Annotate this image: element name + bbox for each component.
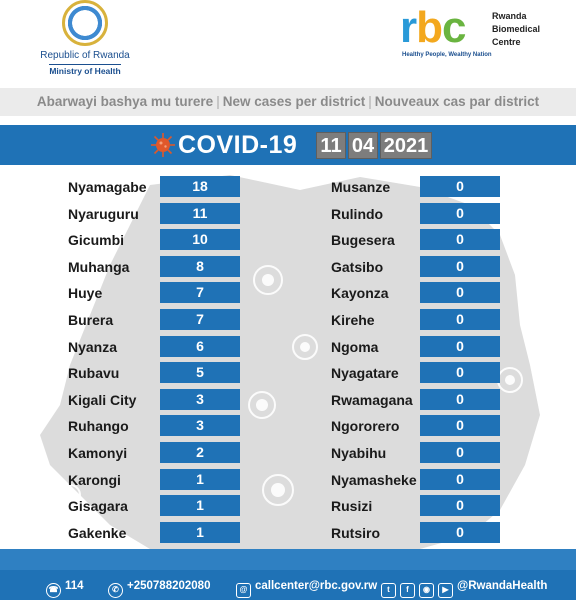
- district-name: Rwamagana: [331, 391, 413, 408]
- district-cases: 0: [420, 256, 500, 277]
- district-cases: 11: [160, 203, 240, 224]
- district-cases: 0: [420, 282, 500, 303]
- district-name: Kigali City: [68, 391, 137, 408]
- district-cases: 0: [420, 176, 500, 197]
- district-name: Nyanza: [68, 338, 118, 355]
- youtube-icon[interactable]: ▶: [438, 583, 453, 598]
- district-cases: 0: [420, 389, 500, 410]
- ministry-of-health-logo: [30, 0, 140, 79]
- rbc-name-line-2: Biomedical: [492, 24, 541, 34]
- district-name: Rusizi: [331, 498, 373, 515]
- date-day: 11: [316, 132, 346, 159]
- district-row: [0, 203, 576, 225]
- district-cases: 0: [420, 336, 500, 357]
- district-row: [0, 336, 576, 358]
- district-cases: 0: [420, 522, 500, 543]
- phone-short-text: 114: [65, 580, 84, 592]
- date-month: 04: [348, 132, 378, 159]
- district-cases: 0: [420, 362, 500, 383]
- email-text: callcenter@rbc.gov.rw: [255, 580, 378, 592]
- district-cases: 2: [160, 442, 240, 463]
- rbc-tagline: Healthy People, Wealthy Nation: [402, 52, 492, 58]
- district-cases: 1: [160, 522, 240, 543]
- district-row: [0, 309, 576, 331]
- district-name: Ngororero: [331, 418, 400, 435]
- district-name: Kirehe: [331, 312, 375, 328]
- district-name: Kayonza: [331, 285, 389, 302]
- rbc-letter-c: c: [442, 3, 466, 52]
- district-cases: 0: [420, 469, 500, 490]
- subtitle-separator: |: [368, 94, 372, 109]
- district-cases: 0: [420, 309, 500, 330]
- district-cases: 8: [160, 256, 240, 277]
- moh-republic-text: Republic of Rwanda: [40, 50, 130, 61]
- district-row: [0, 176, 576, 198]
- district-cases: 18: [160, 176, 240, 197]
- district-cases: 7: [160, 282, 240, 303]
- footer-pattern-strip: [0, 549, 576, 570]
- district-cases: 0: [420, 415, 500, 436]
- date-year: 2021: [380, 132, 432, 159]
- district-name: Musanze: [331, 179, 391, 195]
- district-row: [0, 522, 576, 544]
- district-name: Nyabihu: [331, 445, 387, 461]
- district-table-area: [0, 165, 576, 549]
- rbc-letter-r: r: [400, 3, 417, 52]
- district-row: [0, 415, 576, 437]
- district-name: Burera: [68, 312, 114, 328]
- district-name: Ngoma: [331, 338, 379, 355]
- subtitle-separator: |: [216, 94, 220, 109]
- footer-email[interactable]: [236, 577, 377, 595]
- district-cases: 10: [160, 229, 240, 250]
- subtitle-kinyarwanda: Abarwayi bashya mu turere: [36, 94, 214, 109]
- virus-icon: [150, 132, 176, 158]
- district-cases: 7: [160, 309, 240, 330]
- covid-banner: [0, 125, 576, 165]
- rbc-name-line-1: Rwanda: [492, 11, 527, 21]
- footer-contacts: [0, 577, 576, 595]
- district-name: Nyamagabe: [68, 179, 147, 195]
- district-cases: 0: [420, 442, 500, 463]
- district-row: [0, 495, 576, 517]
- instagram-icon[interactable]: ◉: [419, 583, 434, 598]
- rbc-logo: [400, 3, 570, 66]
- district-name: Muhanga: [68, 258, 130, 275]
- district-row: [0, 389, 576, 411]
- rbc-letter-b: b: [416, 3, 443, 52]
- district-name: Gatsibo: [331, 258, 384, 275]
- subtitle-bar: [0, 88, 576, 116]
- district-name: Kamonyi: [68, 445, 128, 461]
- district-row: [0, 442, 576, 464]
- district-cases: 3: [160, 415, 240, 436]
- footer-whatsapp[interactable]: [108, 577, 210, 595]
- district-row: [0, 282, 576, 304]
- district-name: Bugesera: [331, 232, 395, 249]
- district-cases: 0: [420, 495, 500, 516]
- district-row: [0, 256, 576, 278]
- district-cases: 1: [160, 495, 240, 516]
- rbc-name: [492, 10, 562, 49]
- rbc-name-line-3: Centre: [492, 37, 521, 47]
- district-cases: 5: [160, 362, 240, 383]
- footer-social[interactable]: [381, 577, 547, 595]
- district-name: Gisagara: [68, 498, 128, 515]
- subtitle-english: New cases per district: [222, 94, 366, 109]
- district-cases: 0: [420, 229, 500, 250]
- district-row: [0, 469, 576, 491]
- rbc-wordmark: [400, 3, 466, 52]
- phone-long-text: +250788202080: [127, 580, 211, 592]
- email-icon: @: [236, 583, 251, 598]
- twitter-icon[interactable]: t: [381, 583, 396, 598]
- district-row: [0, 362, 576, 384]
- social-handle-text: @RwandaHealth: [457, 580, 548, 592]
- district-name: Nyaruguru: [68, 205, 139, 222]
- rwanda-seal-icon: [62, 0, 108, 46]
- district-name: Gicumbi: [68, 232, 125, 249]
- footer-phone-short[interactable]: [46, 577, 84, 595]
- district-name: Rutsiro: [331, 524, 380, 541]
- whatsapp-icon: ✆: [108, 583, 123, 598]
- district-name: Gakenke: [68, 524, 127, 541]
- district-name: Nyagatare: [331, 365, 399, 382]
- district-name: Nyamasheke: [331, 471, 417, 488]
- district-cases: 6: [160, 336, 240, 357]
- phone-icon: ☎: [46, 583, 61, 598]
- district-name: Rubavu: [68, 365, 120, 382]
- district-name: Rulindo: [331, 205, 384, 222]
- district-name: Karongi: [68, 471, 121, 488]
- district-cases: 0: [420, 203, 500, 224]
- footer: [0, 549, 576, 600]
- header: [0, 0, 576, 82]
- facebook-icon[interactable]: f: [400, 583, 415, 598]
- district-cases: 3: [160, 389, 240, 410]
- subtitle-french: Nouveaux cas par district: [374, 94, 540, 109]
- district-name: Ruhango: [68, 418, 129, 435]
- district-name: Huye: [68, 285, 103, 302]
- moh-ministry-text: Ministry of Health: [49, 66, 121, 76]
- district-cases: 1: [160, 469, 240, 490]
- subtitle-text: [0, 94, 576, 109]
- district-row: [0, 229, 576, 251]
- covid-title: COVID-19: [178, 131, 298, 159]
